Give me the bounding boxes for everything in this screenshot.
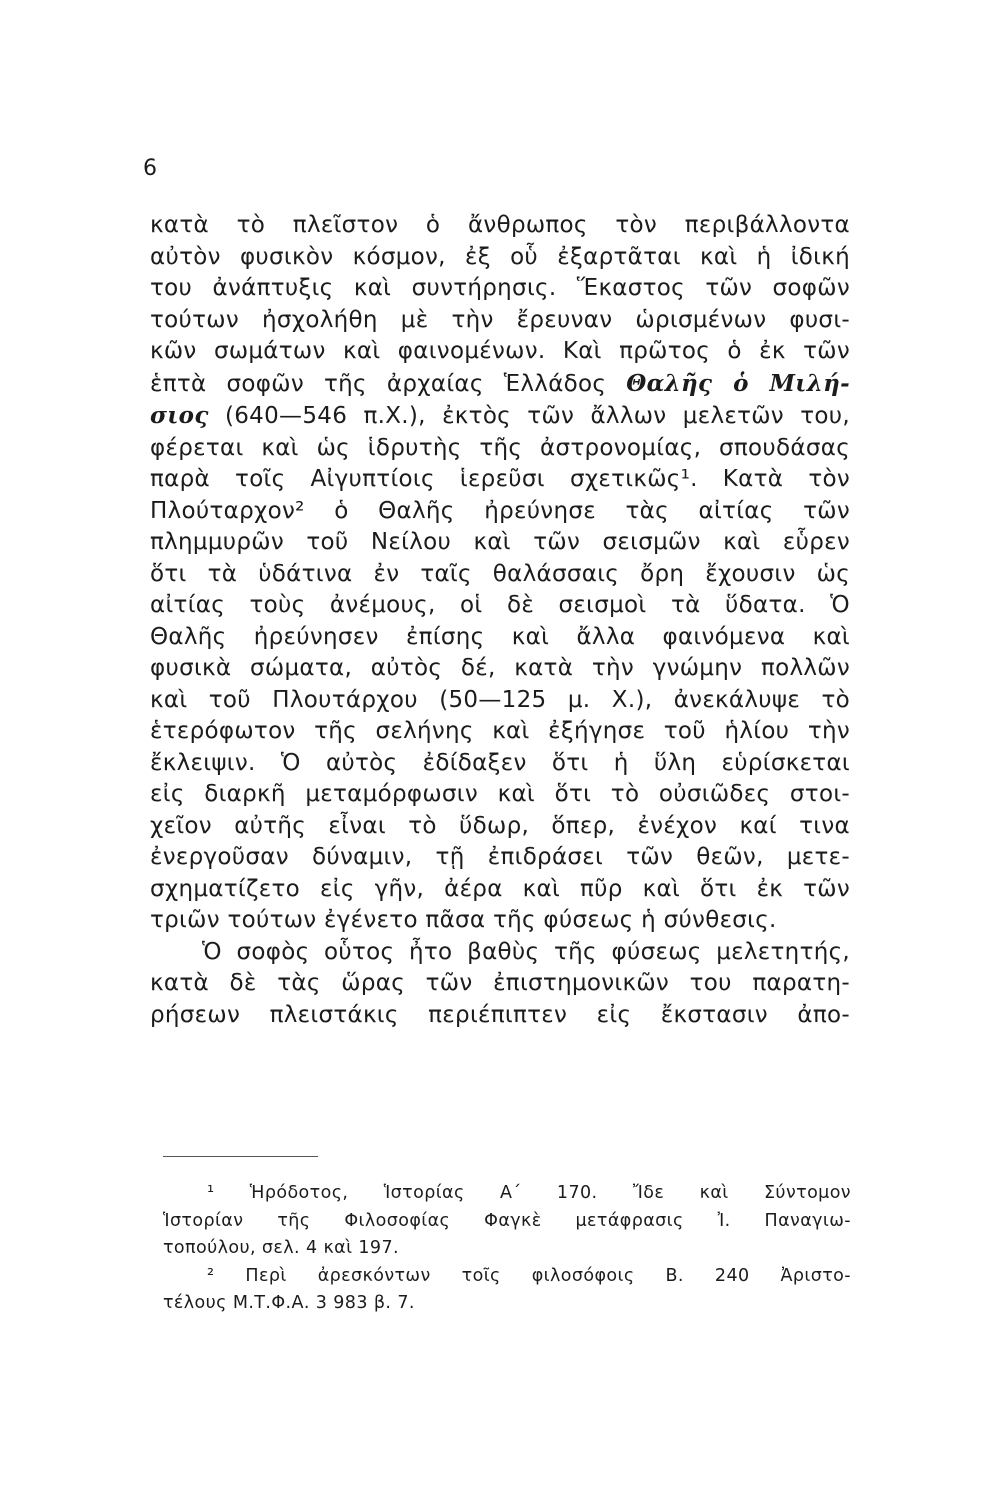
- text-line: φέρεται καὶ ὡς ἱδρυτὴς τῆς ἀστρονομίας, σπουδάσας: [150, 434, 850, 461]
- text-line: ρήσεων πλειστάκις περιέπιπτεν εἰς ἔκστασιν ἀπο-: [150, 1001, 850, 1028]
- text-line: αἰτίας τοὺς ἀνέμους, οἱ δὲ σεισμοὶ τὰ ὕδατα. Ὁ: [150, 592, 850, 618]
- text-line: ὅτι τὰ ὑδάτινα ἐν ταῖς θαλάσσαις ὄρη ἔχουσιν ὡς: [150, 560, 850, 587]
- footnote-line: Ἱστορίαν τῆς Φιλοσοφίας Φαγκὲ μετάφρασις Ἰ. Παναγιω-: [163, 1210, 851, 1231]
- text-line: ἐνεργοῦσαν δύναμιν, τῇ ἐπιδράσει τῶν θεῶν, μετε-: [150, 844, 850, 870]
- footnote-line: ² Περὶ ἀρεσκόντων τοῖς φιλοσόφοις Β. 240 Ἀριστο-: [207, 1265, 851, 1286]
- text-line: [150, 400, 850, 433]
- text-line: ἔκλειψιν. Ὁ αὐτὸς ἐδίδαξεν ὅτι ἡ ὕλη εὑρίσκεται: [150, 749, 850, 776]
- text-segment: (640—546 π.Χ.), ἐκτὸς τῶν ἄλλων μελετῶν του,: [224, 403, 850, 429]
- footnote-divider: [163, 1156, 318, 1157]
- footnote-line: τοπούλου, σελ. 4 καὶ 197.: [163, 1238, 399, 1258]
- text-line: Ὁ σοφὸς οὗτος ἦτο βαθὺς τῆς φύσεως μελετητής,: [202, 938, 850, 965]
- text-line: Πλούταρχον² ὁ Θαλῆς ἠρεύνησε τὰς αἰτίας τῶν: [150, 497, 850, 524]
- text-line: καὶ τοῦ Πλουτάρχου (50—125 μ. Χ.), ἀνεκάλυψε τὸ: [150, 686, 850, 713]
- page-number: 6: [143, 156, 157, 181]
- text-line: κατὰ δὲ τὰς ὥρας τῶν ἐπιστημονικῶν του παρατη-: [150, 970, 850, 996]
- text-line: του ἀνάπτυξις καὶ συντήρησις. Ἕκαστος τῶν σοφῶν: [150, 275, 850, 301]
- text-line: κῶν σωμάτων καὶ φαινομένων. Καὶ πρῶτος ὁ ἐκ τῶν: [150, 338, 850, 364]
- text-line: εἰς διαρκῆ μεταμόρφωσιν καὶ ὅτι τὸ οὐσιῶδες στοι-: [150, 781, 850, 807]
- text-line: [150, 368, 850, 401]
- footnote-line: ¹ Ἡρόδοτος, Ἱστορίας Α΄ 170. Ἴδε καὶ Σύντομον: [207, 1183, 851, 1203]
- text-line: κατὰ τὸ πλεῖστον ὁ ἄνθρωπος τὸν περιβάλλοντα: [150, 212, 850, 238]
- text-segment: ἑπτὰ σοφῶν τῆς ἀρχαίας Ἑλλάδος: [150, 370, 607, 397]
- text-line: φυσικὰ σώματα, αὐτὸς δέ, κατὰ τὴν γνώμην πολλῶν: [150, 655, 850, 681]
- text-line: χεῖον αὐτῆς εἶναι τὸ ὕδωρ, ὅπερ, ἐνέχον καί τινα: [150, 812, 850, 839]
- text-line: τούτων ἠσχολήθη μὲ τὴν ἔρευναν ὡρισμένων φυσι-: [150, 306, 850, 333]
- body-text: [150, 210, 850, 1031]
- thales-name: Θαλῆς ὁ Μιλή-: [626, 369, 850, 397]
- thales-name-cont: σιος: [150, 402, 209, 429]
- text-line: σχηματίζετο εἰς γῆν, ἀέρα καὶ πῦρ καὶ ὅτι ἐκ τῶν: [150, 875, 850, 902]
- text-line: τριῶν τούτων ἐγένετο πᾶσα τῆς φύσεως ἡ σύνθεσις.: [150, 907, 777, 933]
- text-line: παρὰ τοῖς Αἰγυπτίοις ἱερεῦσι σχετικῶς¹. Κατὰ τὸν: [150, 466, 850, 492]
- text-line: ἑτερόφωτον τῆς σελήνης καὶ ἐξήγησε τοῦ ἡλίου τὴν: [150, 718, 850, 744]
- text-line: αὐτὸν φυσικὸν κόσμον, ἐξ οὗ ἐξαρτᾶται καὶ ἡ ἰδική: [150, 243, 850, 270]
- text-line: Θαλῆς ἠρεύνησεν ἐπίσης καὶ ἄλλα φαινόμενα καὶ: [150, 623, 850, 650]
- text-line: πλημμυρῶν τοῦ Νείλου καὶ τῶν σεισμῶν καὶ εὗρεν: [150, 529, 850, 555]
- footnotes: [163, 1180, 851, 1318]
- footnote-line: τέλους Μ.Τ.Φ.Α. 3 983 β. 7.: [163, 1293, 415, 1313]
